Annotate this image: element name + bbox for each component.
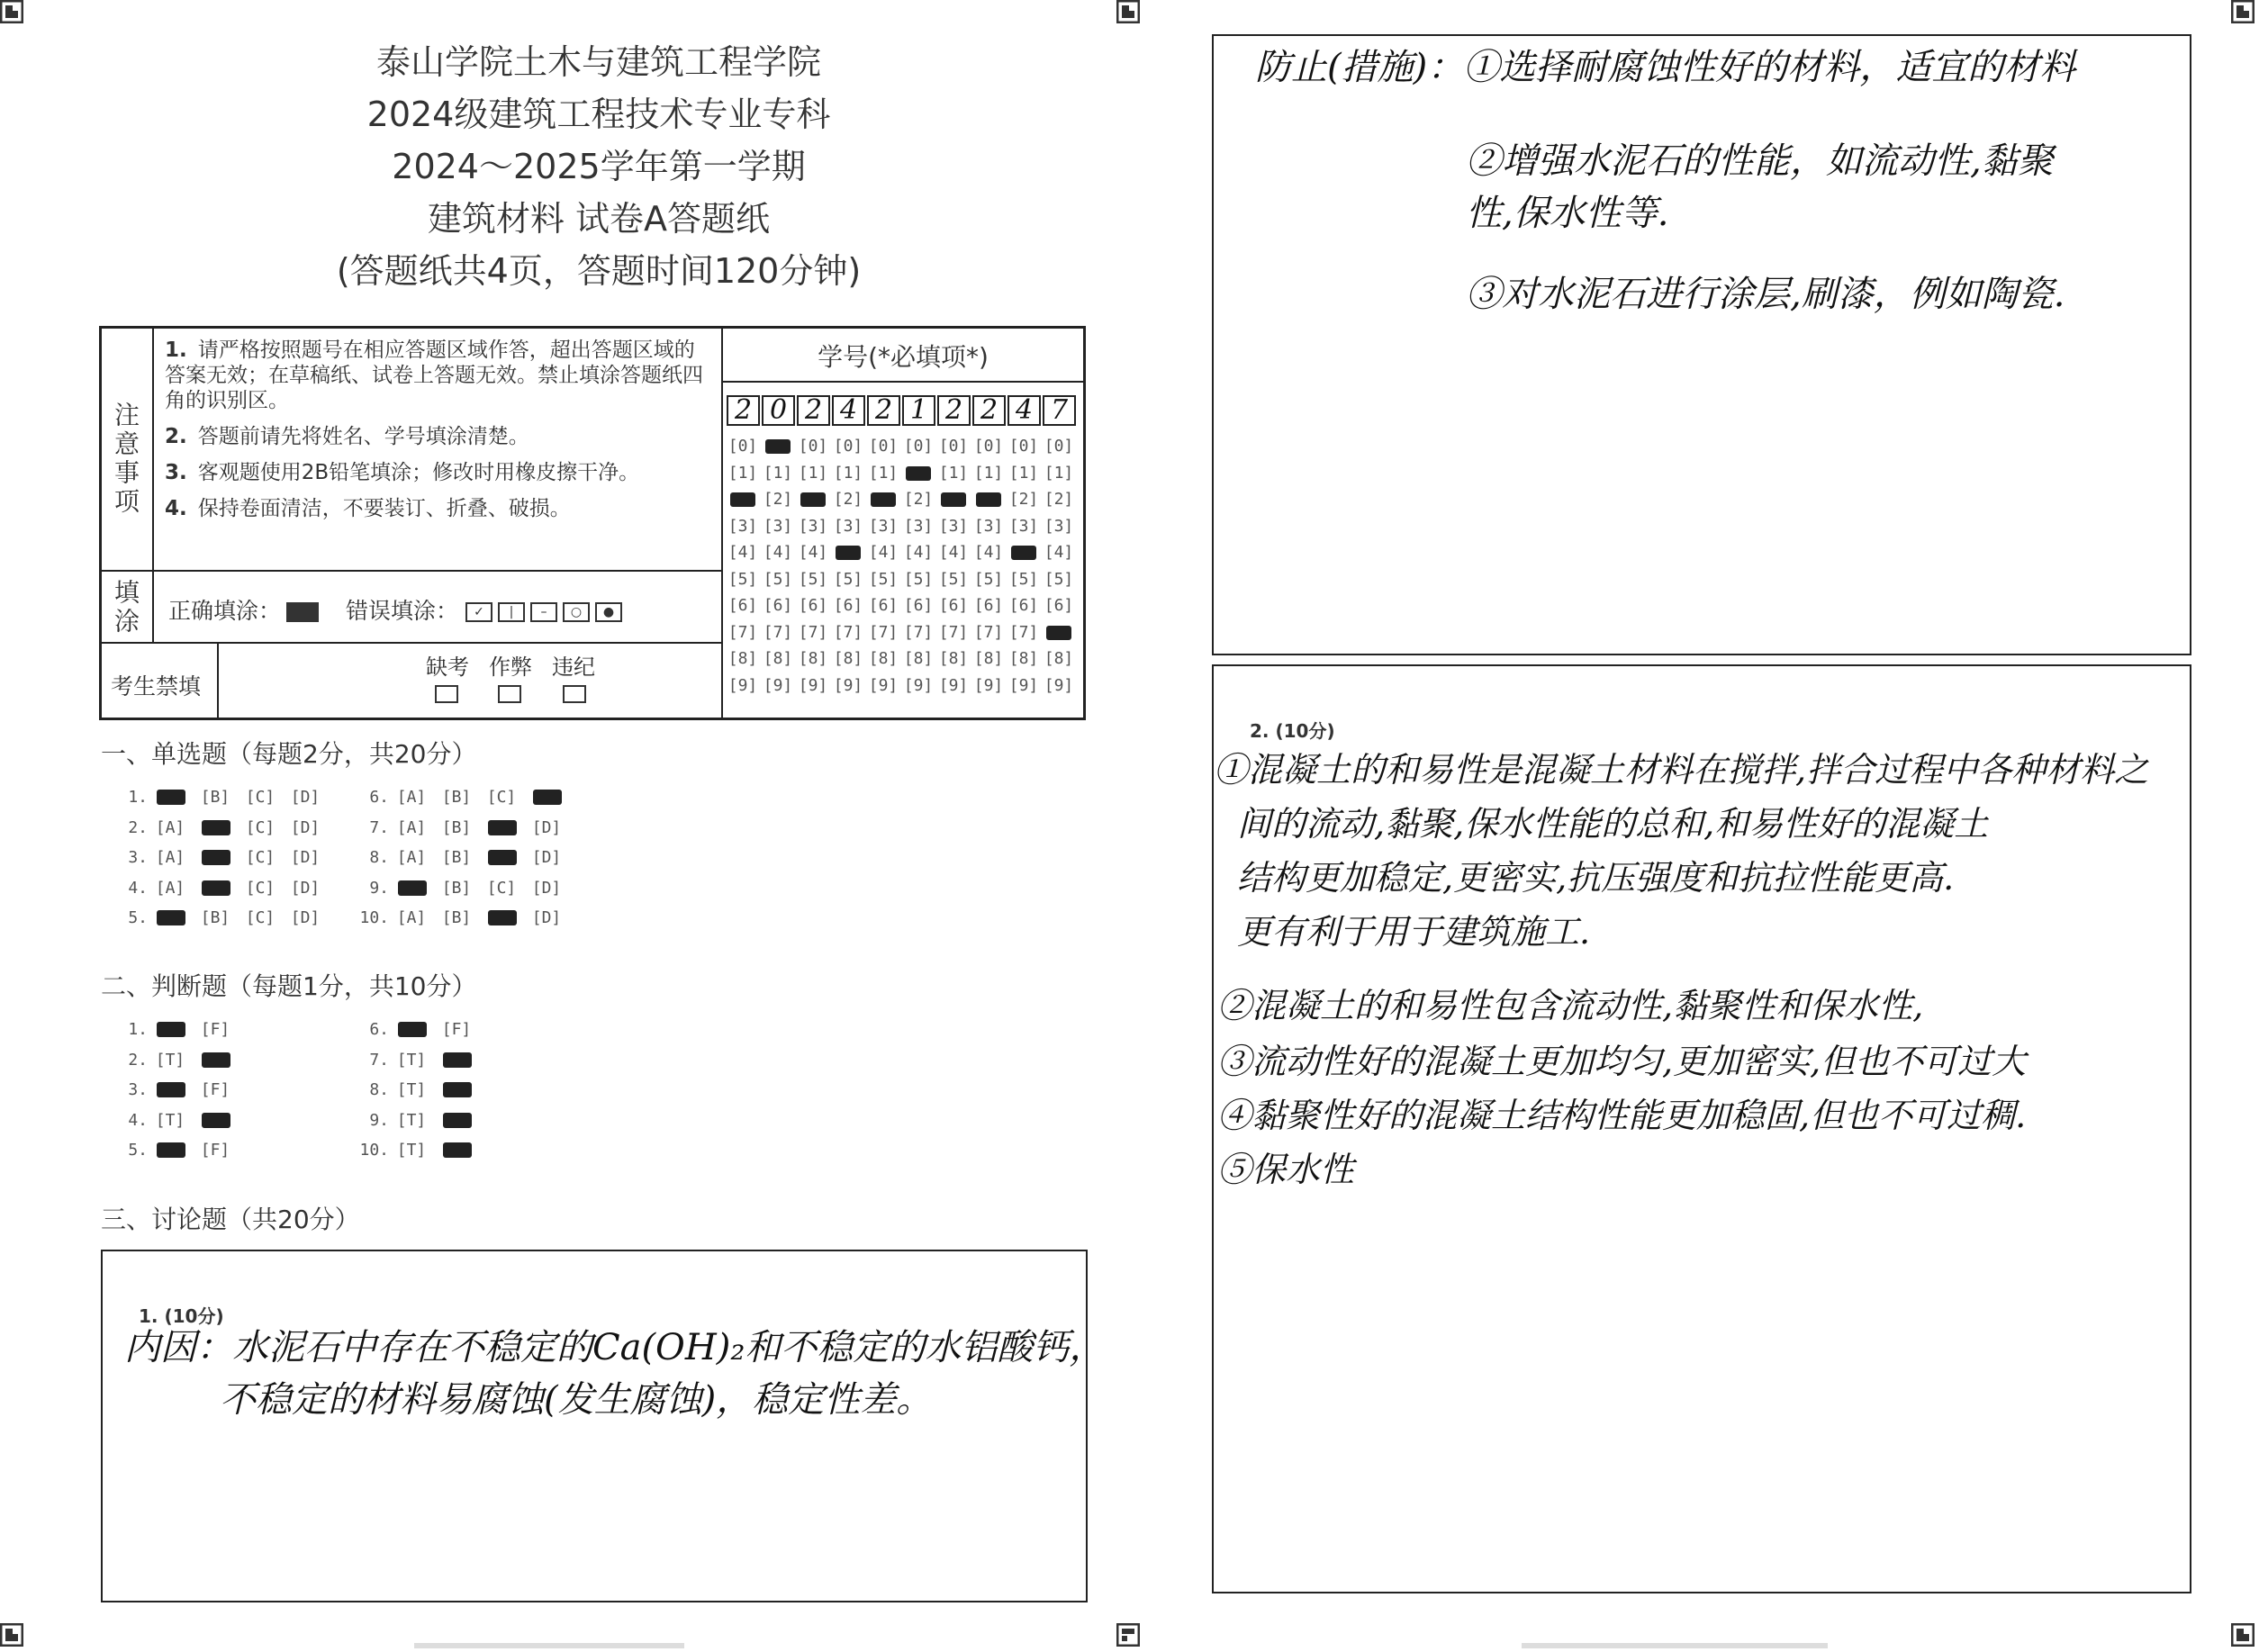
student-id-bubble[interactable]	[830, 543, 866, 562]
student-id-bubble[interactable]: [2]	[833, 490, 863, 509]
option-bubble-a[interactable]: [A]	[396, 788, 427, 807]
answer2-line-8: ⑤保水性	[1217, 1150, 1355, 1189]
question-number: 10.	[359, 908, 389, 927]
answer2-line-4: 更有利于用于建筑施工.	[1237, 912, 1591, 952]
option-bubble-b[interactable]: [B]	[441, 788, 472, 807]
option-bubble-b[interactable]: [B]	[441, 878, 472, 898]
student-id-bubble[interactable]	[795, 490, 831, 509]
student-id-digit-8: 2	[972, 395, 1006, 426]
student-id-bubble[interactable]: [4]	[903, 543, 934, 562]
student-id-bubble[interactable]: [8]	[1044, 649, 1074, 668]
notice-label: 注意事项	[111, 402, 140, 517]
student-id-bubble[interactable]: [9]	[938, 675, 969, 695]
student-id-bubble[interactable]: [5]	[798, 569, 828, 589]
student-id-bubble[interactable]: [3]	[938, 516, 969, 536]
option-bubble-d[interactable]: [D]	[531, 878, 562, 898]
student-id-bubble[interactable]: [6]	[903, 596, 934, 615]
question-number: 2.	[128, 1050, 148, 1070]
single-choice-question-9	[353, 879, 569, 898]
student-id-bubble[interactable]: [8]	[763, 649, 793, 668]
student-id-bubble[interactable]: [0]	[727, 437, 758, 456]
question-number: 10.	[359, 1141, 389, 1160]
correct-fill-sample	[286, 602, 319, 622]
student-id-bubble[interactable]	[725, 490, 761, 509]
option-bubble-c[interactable]: [C]	[245, 878, 276, 898]
student-id-bubble[interactable]: [3]	[973, 516, 1004, 536]
answer2-line-5: ②混凝土的和易性包含流动性,黏聚性和保水性,	[1217, 986, 1924, 1025]
student-id-bubble[interactable]: [5]	[1008, 569, 1039, 589]
option-bubble-c[interactable]: [C]	[486, 788, 517, 807]
question-number: 4.	[128, 878, 148, 898]
option-bubble-c[interactable]	[479, 818, 524, 837]
answer2-line-3: 结构更加稳定,更密实,抗压强度和抗拉性能更高.	[1237, 858, 1955, 898]
option-bubble-d[interactable]: [D]	[290, 788, 321, 807]
corner-mark-top-left	[0, 0, 23, 23]
forbid-violation-checkbox[interactable]	[563, 685, 586, 703]
student-id-bubble[interactable]: [4]	[868, 543, 899, 562]
student-id-bubble[interactable]: [5]	[727, 569, 758, 589]
option-bubble-a[interactable]: [A]	[155, 848, 185, 867]
student-id-bubble[interactable]: [1]	[833, 463, 863, 483]
option-bubble-b[interactable]: [B]	[441, 848, 472, 867]
corner-mark-bottom-right	[2231, 1623, 2254, 1647]
student-id-bubble[interactable]: [6]	[868, 596, 899, 615]
school-title: 泰山学院土木与建筑工程学院	[375, 42, 821, 82]
student-id-bubble[interactable]: [5]	[938, 569, 969, 589]
student-id-digit-7: 2	[937, 395, 971, 426]
student-id-bubble[interactable]: [0]	[798, 437, 828, 456]
option-bubble-d[interactable]	[524, 788, 569, 807]
student-id-bubble[interactable]: [8]	[798, 649, 828, 668]
student-id-bubble[interactable]: [5]	[833, 569, 863, 589]
wrong-fill-dash-icon: –	[530, 602, 557, 622]
student-id-bubble[interactable]: [1]	[868, 463, 899, 483]
wrong-fill-dot-icon: ●	[595, 602, 622, 622]
option-bubble-a[interactable]: [A]	[396, 848, 427, 867]
student-id-bubble[interactable]	[900, 464, 936, 483]
option-bubble-t[interactable]: [T]	[396, 1080, 427, 1099]
option-bubble-a[interactable]	[148, 788, 193, 807]
option-bubble-t[interactable]: [T]	[396, 1141, 427, 1160]
corner-mark-top-center	[1116, 0, 1140, 23]
option-bubble-d[interactable]: [D]	[290, 817, 321, 837]
answer1-cont-line-1: 防止(措施)：①选择耐腐蚀性好的材料，适宜的材料	[1255, 47, 2076, 88]
student-id-bubble[interactable]: [4]	[938, 543, 969, 562]
student-id-bubble[interactable]: [6]	[763, 596, 793, 615]
student-id-bubble[interactable]: [2]	[763, 490, 793, 509]
question-number: 9.	[369, 878, 389, 898]
student-id-bubble[interactable]: [1]	[1008, 463, 1039, 483]
option-bubble-f[interactable]	[434, 1080, 479, 1099]
student-id-bubble[interactable]: [4]	[1044, 543, 1074, 562]
student-id-bubble[interactable]: [6]	[1008, 596, 1039, 615]
student-id-bubble[interactable]: [1]	[763, 463, 793, 483]
student-id-bubble[interactable]: [8]	[938, 649, 969, 668]
notice-items	[154, 329, 723, 572]
answer1-cont-line-2: ②增强水泥石的性能，如流动性,黏聚	[1466, 140, 2054, 182]
student-id-bubble[interactable]: [5]	[868, 569, 899, 589]
student-id-bubble[interactable]: [6]	[938, 596, 969, 615]
student-id-bubble[interactable]: [8]	[1008, 649, 1039, 668]
fill-label-cell	[102, 572, 154, 644]
true-false-question-6	[353, 1020, 479, 1039]
student-id-bubble[interactable]: [5]	[903, 569, 934, 589]
question-number: 5.	[128, 1141, 148, 1160]
option-bubble-c[interactable]	[479, 848, 524, 867]
student-id-bubble[interactable]: [9]	[1008, 675, 1039, 695]
major-title: 2024级建筑工程技术专业专科	[366, 95, 831, 134]
option-bubble-f[interactable]	[193, 1051, 238, 1070]
answer1-line-1: 内因：水泥石中存在不稳定的Ca(OH)₂和不稳定的水铝酸钙，	[124, 1327, 1106, 1368]
student-id-bubble[interactable]: [3]	[727, 516, 758, 536]
wrong-fill-label: 错误填涂：	[346, 598, 459, 624]
student-id-bubble[interactable]: [9]	[1044, 675, 1074, 695]
forbid-absent-checkbox[interactable]	[435, 685, 458, 703]
student-id-bubble[interactable]: [7]	[798, 622, 828, 642]
student-id-bubble[interactable]: [0]	[833, 437, 863, 456]
option-bubble-t[interactable]	[389, 1020, 434, 1039]
student-id-bubble[interactable]: [7]	[833, 622, 863, 642]
student-id-digit-5: 2	[867, 395, 900, 426]
section1-title: 一、单选题（每题2分，共20分）	[101, 739, 477, 769]
question-number: 2.	[128, 817, 148, 837]
option-bubble-c[interactable]: [C]	[245, 817, 276, 837]
option-bubble-c[interactable]: [C]	[486, 878, 517, 898]
student-id-digit-10: 7	[1043, 395, 1076, 426]
corner-mark-top-right	[2231, 0, 2254, 23]
notice-label-cell	[102, 329, 154, 572]
student-id-bubble[interactable]: [6]	[973, 596, 1004, 615]
student-id-title: 学号(*必填项*)	[818, 342, 989, 372]
option-bubble-t[interactable]: [T]	[396, 1110, 427, 1130]
option-bubble-a[interactable]: [A]	[155, 817, 185, 837]
student-id-bubble[interactable]: [4]	[727, 543, 758, 562]
student-id-bubble[interactable]	[1006, 543, 1042, 562]
true-false-question-1	[112, 1020, 238, 1039]
single-choice-question-8	[353, 848, 569, 867]
option-bubble-f[interactable]	[193, 1111, 238, 1130]
question-number: 7.	[369, 1050, 389, 1070]
student-id-bubble[interactable]: [3]	[1044, 516, 1074, 536]
student-id-bubble[interactable]: [0]	[868, 437, 899, 456]
wrong-fill-bar-icon: |	[498, 602, 525, 622]
corner-mark-bottom-center	[1116, 1623, 1140, 1647]
answer1-label: 1. (10分)	[139, 1305, 224, 1327]
single-choice-question-3	[112, 848, 328, 867]
student-id-bubble[interactable]: [4]	[798, 543, 828, 562]
student-id-bubble[interactable]	[1041, 623, 1077, 642]
student-id-bubble[interactable]: [9]	[763, 675, 793, 695]
student-id-bubble[interactable]: [5]	[973, 569, 1004, 589]
student-id-bubble[interactable]: [7]	[903, 622, 934, 642]
question-number: 7.	[369, 817, 389, 837]
option-bubble-f[interactable]	[434, 1141, 479, 1160]
option-bubble-t[interactable]: [T]	[155, 1110, 185, 1130]
student-id-divider	[723, 381, 1083, 383]
notice-table	[99, 326, 1086, 720]
student-id-bubble[interactable]: [5]	[763, 569, 793, 589]
option-bubble-d[interactable]: [D]	[531, 848, 562, 867]
student-id-bubble[interactable]: [6]	[727, 596, 758, 615]
student-id-bubble[interactable]: [2]	[903, 490, 934, 509]
student-id-bubble[interactable]: [7]	[1008, 622, 1039, 642]
true-false-question-7	[353, 1051, 479, 1070]
student-id-bubble[interactable]: [6]	[833, 596, 863, 615]
option-bubble-c[interactable]: [C]	[245, 848, 276, 867]
student-id-bubble[interactable]: [6]	[798, 596, 828, 615]
semester-title: 2024～2025学年第一学期	[392, 147, 806, 186]
section2-title: 二、判断题（每题1分，共10分）	[101, 971, 477, 1001]
student-id-digit-9: 4	[1008, 395, 1041, 426]
forbid-options	[219, 644, 723, 718]
student-id-digit-2: 0	[762, 395, 795, 426]
true-false-question-10	[353, 1141, 479, 1160]
option-bubble-d[interactable]: [D]	[290, 878, 321, 898]
notice-item-3: 3. 客观题使用2B铅笔填涂；修改时用橡皮擦干净。	[165, 461, 640, 484]
true-false-question-3	[112, 1080, 238, 1099]
student-id-bubble[interactable]: [8]	[833, 649, 863, 668]
option-bubble-f[interactable]: [F]	[200, 1080, 230, 1099]
option-bubble-b[interactable]	[193, 848, 238, 867]
option-bubble-a[interactable]: [A]	[396, 817, 427, 837]
question-number: 9.	[369, 1110, 389, 1130]
student-id-bubble[interactable]: [0]	[938, 437, 969, 456]
answer2-line-1: ①混凝土的和易性是混凝土材料在搅拌,拌合过程中各种材料之	[1214, 750, 2149, 790]
student-id-bubble[interactable]: [8]	[903, 649, 934, 668]
wrong-fill-check-icon: ✓	[465, 602, 492, 622]
student-id-bubble[interactable]: [4]	[763, 543, 793, 562]
single-choice-question-4	[112, 879, 328, 898]
true-false-question-8	[353, 1080, 479, 1099]
true-false-question-4	[112, 1111, 238, 1130]
student-id-bubble[interactable]: [0]	[1008, 437, 1039, 456]
student-id-digit-1: 2	[727, 395, 760, 426]
single-choice-question-7	[353, 818, 569, 837]
student-id-bubble[interactable]	[760, 437, 796, 456]
student-id-bubble[interactable]: [8]	[868, 649, 899, 668]
question-number: 5.	[128, 908, 148, 927]
student-id-panel	[723, 329, 1083, 718]
question-number: 1.	[128, 788, 148, 807]
true-false-question-2	[112, 1051, 238, 1070]
exam-title: 建筑材料 试卷A答题纸	[427, 199, 771, 239]
student-id-bubble[interactable]: [3]	[868, 516, 899, 536]
student-id-bubble[interactable]: [7]	[973, 622, 1004, 642]
answer2-line-2: 间的流动,黏聚,保水性能的总和,和易性好的混凝土	[1237, 804, 1989, 844]
student-id-bubble[interactable]: [7]	[727, 622, 758, 642]
single-choice-question-6	[353, 788, 569, 807]
single-choice-question-2	[112, 818, 328, 837]
student-id-digit-4: 4	[832, 395, 865, 426]
student-id-bubble[interactable]: [9]	[868, 675, 899, 695]
forbid-label: 考生禁填	[102, 644, 219, 718]
student-id-bubble[interactable]	[865, 490, 901, 509]
option-bubble-f[interactable]: [F]	[200, 1141, 230, 1160]
question-number: 6.	[369, 788, 389, 807]
answer1-line-2: 不稳定的材料易腐蚀(发生腐蚀)，稳定性差。	[220, 1379, 933, 1421]
notice-item-1: 1. 请严格按照题号在相应答题区域作答，超出答题区域的答案无效；在草稿纸、试卷上答题无效。禁止填涂答题纸四角的识别区。	[165, 339, 703, 412]
option-bubble-f[interactable]	[434, 1111, 479, 1130]
student-id-bubble[interactable]: [4]	[973, 543, 1004, 562]
option-bubble-c[interactable]: [C]	[245, 908, 276, 927]
footer-strip-right	[1522, 1643, 1828, 1648]
answer-box-1[interactable]	[101, 1250, 1106, 1602]
section3-title: 三、讨论题（共20分）	[101, 1205, 360, 1234]
answer-box-1-continued[interactable]	[1212, 34, 2191, 655]
question-number: 8.	[369, 1080, 389, 1099]
forbid-violation-label: 违纪	[552, 654, 595, 680]
option-bubble-b[interactable]: [B]	[441, 817, 472, 837]
student-id-bubble[interactable]: [0]	[903, 437, 934, 456]
student-id-digit-3: 2	[797, 395, 830, 426]
fill-label: 填涂	[111, 579, 140, 636]
question-number: 3.	[128, 848, 148, 867]
option-bubble-b[interactable]	[193, 818, 238, 837]
student-id-bubble[interactable]: [0]	[973, 437, 1004, 456]
student-id-bubble[interactable]: [7]	[938, 622, 969, 642]
answer2-label: 2. (10分)	[1250, 720, 1335, 742]
option-bubble-b[interactable]: [B]	[441, 908, 472, 927]
student-id-bubble[interactable]: [1]	[1044, 463, 1074, 483]
student-id-bubble[interactable]: [2]	[1008, 490, 1039, 509]
answer2-line-6: ③流动性好的混凝土更加均匀,更加密实,但也不可过大	[1217, 1042, 2027, 1081]
forbid-absent-label: 缺考	[426, 654, 469, 680]
fill-example	[154, 572, 723, 644]
student-id-bubble[interactable]: [7]	[868, 622, 899, 642]
notice-item-4: 4. 保持卷面清洁，不要装订、折叠、破损。	[165, 497, 571, 520]
true-false-question-5	[112, 1141, 238, 1160]
student-id-bubble[interactable]	[935, 490, 971, 509]
student-id-bubble[interactable]: [9]	[727, 675, 758, 695]
true-false-question-9	[353, 1111, 479, 1130]
forbid-cheat-label: 作弊	[489, 654, 532, 680]
option-bubble-t[interactable]	[148, 1080, 193, 1099]
student-id-bubble[interactable]: [3]	[903, 516, 934, 536]
corner-mark-bottom-left	[0, 1623, 23, 1647]
forbid-cheat-checkbox[interactable]	[498, 685, 521, 703]
student-id-bubble[interactable]: [9]	[798, 675, 828, 695]
answer1-cont-line-3: 性,保水性等.	[1466, 193, 1669, 234]
option-bubble-d[interactable]: [D]	[531, 817, 562, 837]
header	[99, 36, 1098, 297]
option-bubble-a[interactable]	[389, 879, 434, 898]
student-id-bubble[interactable]: [1]	[938, 463, 969, 483]
question-number: 6.	[369, 1020, 389, 1039]
answer-box-2[interactable]	[1212, 664, 2191, 1593]
student-id-bubble[interactable]: [3]	[1008, 516, 1039, 536]
option-bubble-a[interactable]	[148, 908, 193, 927]
single-choice-question-5	[112, 908, 328, 927]
student-id-bubble[interactable]: [6]	[1044, 596, 1074, 615]
student-id-bubble[interactable]	[971, 490, 1007, 509]
student-id-bubble[interactable]: [2]	[1044, 490, 1074, 509]
student-id-bubble[interactable]: [8]	[727, 649, 758, 668]
student-id-bubble[interactable]: [0]	[1044, 437, 1074, 456]
student-id-digit-6: 1	[902, 395, 935, 426]
option-bubble-c[interactable]: [C]	[245, 788, 276, 807]
student-id-bubble[interactable]: [9]	[903, 675, 934, 695]
option-bubble-b[interactable]	[193, 879, 238, 898]
student-id-bubble[interactable]: [1]	[798, 463, 828, 483]
option-bubble-f[interactable]: [F]	[200, 1020, 230, 1039]
option-bubble-d[interactable]: [D]	[531, 908, 562, 927]
answer1-cont-line-4: ③对水泥石进行涂层,刷漆，例如陶瓷.	[1466, 274, 2065, 315]
wrong-fill-circle-icon: ○	[563, 602, 590, 622]
option-bubble-t[interactable]: [T]	[155, 1050, 185, 1070]
option-bubble-b[interactable]: [B]	[200, 908, 230, 927]
student-id-bubble[interactable]: [1]	[727, 463, 758, 483]
answer2-line-7: ④黏聚性好的混凝土结构性能更加稳固,但也不可过稠.	[1217, 1096, 2027, 1135]
student-id-bubble[interactable]: [3]	[798, 516, 828, 536]
student-id-bubble[interactable]: [9]	[833, 675, 863, 695]
student-id-bubble[interactable]: [8]	[973, 649, 1004, 668]
student-id-bubble[interactable]: [9]	[973, 675, 1004, 695]
single-choice-question-1	[112, 788, 328, 807]
option-bubble-a[interactable]: [A]	[396, 908, 427, 927]
footer-strip-left	[414, 1643, 684, 1648]
option-bubble-d[interactable]: [D]	[290, 848, 321, 867]
option-bubble-f[interactable]	[434, 1051, 479, 1070]
question-number: 3.	[128, 1080, 148, 1099]
student-id-bubble[interactable]: [3]	[763, 516, 793, 536]
option-bubble-f[interactable]: [F]	[441, 1020, 472, 1039]
student-id-bubble[interactable]: [7]	[763, 622, 793, 642]
student-id-bubble[interactable]: [3]	[833, 516, 863, 536]
question-number: 8.	[369, 848, 389, 867]
question-number: 1.	[128, 1020, 148, 1039]
student-id-bubble[interactable]: [5]	[1044, 569, 1074, 589]
option-bubble-a[interactable]: [A]	[155, 878, 185, 898]
question-number: 4.	[128, 1110, 148, 1130]
option-bubble-t[interactable]: [T]	[396, 1050, 427, 1070]
exam-info: (答题纸共4页，答题时间120分钟)	[336, 251, 862, 291]
option-bubble-t[interactable]	[148, 1020, 193, 1039]
notice-item-2: 2. 答题前请先将姓名、学号填涂清楚。	[165, 425, 529, 448]
option-bubble-d[interactable]: [D]	[290, 908, 321, 927]
student-id-bubble[interactable]: [1]	[973, 463, 1004, 483]
option-bubble-t[interactable]	[148, 1141, 193, 1160]
option-bubble-b[interactable]: [B]	[200, 788, 230, 807]
correct-fill-label: 正确填涂：	[168, 598, 282, 624]
single-choice-question-10	[353, 908, 569, 927]
option-bubble-c[interactable]	[479, 908, 524, 927]
